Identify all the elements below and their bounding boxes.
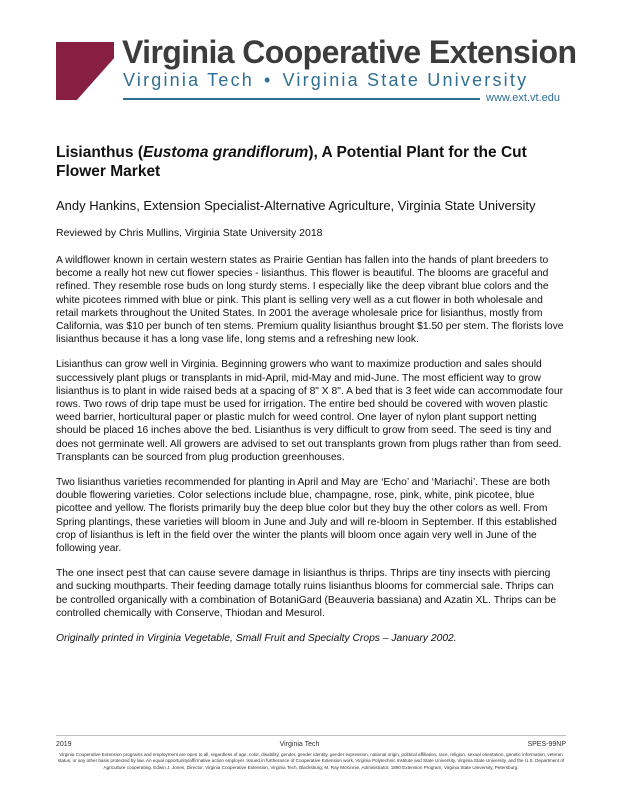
footer-rule bbox=[56, 735, 566, 736]
organization-name: Virginia Cooperative Extension bbox=[122, 34, 577, 70]
university-names bbox=[123, 70, 528, 91]
reviewed-line: Reviewed by Chris Mullins, Virginia State University 2018 bbox=[56, 227, 323, 239]
author-line: Andy Hankins, Extension Specialist-Alternative Agriculture, Virginia State University bbox=[56, 198, 536, 213]
paragraph-2: Lisianthus can grow well in Virginia. Beginning growers who want to maximize production and sales should successively plant plugs or transplants in mid-April, mid-May and mid-June. The most efficient way to grow lisianthus is to plant in wide raised beds at a spacing of 8" X 8". A bed that is 3 feet wide can accommodate four rows. Two rows of drip tape must be used for irrigation. The entire bed should be covered with woven plastic weed barrier, horticultural paper or plastic mulch for weed control. One layer of nylon plant support netting should be placed 16 inches above the bed. Lisianthus is very difficult to grow from seed. The seed is tiny and does not germinate well. All growers are advised to set out transplants grown from plugs rather than from seed. Transplants can be sourced from plug production greenhouses. bbox=[56, 359, 564, 463]
title-suffix: ), A Potential Plant for the Cut Flower Market bbox=[56, 144, 527, 180]
header-rule bbox=[123, 98, 480, 100]
paragraph-1: A wildflower known in certain western states as Prairie Gentian has fallen into the hands of plant breeders to become a really hot new cut flower species - lisianthus. This flower is beautiful. The blooms are graceful and refined. They resemble rose buds on long sturdy stems. I especially like the deep vibrant blue colors and the white picotees rimmed with blue or pink. This plant is selling very well as a cut flower in both wholesale and retail markets throughout the United States. In 2001 the average wholesale price for lisianthus, mostly from California, was $10 per bunch of ten stems. Premium quality lisianthus brought $1.50 per stem. The florists love lisianthus because it has a long vase life, long stems and a refreshing new look. bbox=[56, 255, 564, 346]
paragraph-3: Two lisianthus varieties recommended for planting in April and May are ‘Echo’ and ‘Mariachi’. These are both double flowering varieties. Color selections include blue, champagne, rose, pink, white, pink picotee, blue picottee and yellow. The florists primarily buy the deep blue color but they buy the other colors as well. From Spring plantings, these varieties will bloom in June and July and will re-bloom in September. If this established crop of lisianthus is left in the field over the winter the plants will bloom once again very well in June of the following year. bbox=[56, 477, 557, 555]
vt-logo-mark-icon bbox=[56, 42, 114, 100]
article-title bbox=[56, 143, 566, 181]
separator-dot: • bbox=[264, 70, 273, 90]
university-1: Virginia Tech bbox=[123, 70, 255, 90]
paragraph-4: The one insect pest that can cause severe damage in lisianthus is thrips. Thrips are tiny insects with piercing and sucking mouthparts. Their feeding damage totally ruins lisianthus blooms for commercial sale. Thrips can be controlled organically with a combination of BotaniGard (Beauveria bassiana) and Azatin XL. Thrips can be controlled chemically with Conserve, Thiodan and Mesurol. bbox=[56, 568, 557, 619]
footer-year: 2019 bbox=[56, 741, 72, 748]
title-prefix: Lisianthus ( bbox=[56, 144, 143, 161]
originally-printed-note: Originally printed in Virginia Vegetable, Small Fruit and Specialty Crops – January 2002. bbox=[56, 633, 457, 645]
header-url-link[interactable]: www.ext.vt.edu bbox=[486, 92, 560, 104]
footer-disclaimer: Virginia Cooperative Extension programs and employment are open to all, regardless of age, color, disability, gender, gender identity, gender expression, national origin, political affiliation, race, religion, sexual orientation, genetic information, veteran status, or any other basis protected by law. An equal opportunity/affirmative action employer. Issued in furtherance of Cooperative Extension work, Virginia Polytechnic Institute and State University, Virginia State University, and the U.S. Department of Agriculture cooperating. Edwin J. Jones, Director, Virginia Cooperative Extension, Virginia Tech, Blacksburg; M. Ray McKinnie, Administrator, 1890 Extension Program, Virginia State University, Petersburg. bbox=[57, 752, 565, 770]
footer-row bbox=[56, 741, 566, 748]
footer-center: Virginia Tech bbox=[279, 741, 320, 748]
title-species: Eustoma grandiflorum bbox=[142, 144, 309, 161]
university-2: Virginia State University bbox=[282, 70, 529, 90]
article-body bbox=[56, 143, 566, 645]
footer-code: SPES-99NP bbox=[527, 741, 566, 748]
